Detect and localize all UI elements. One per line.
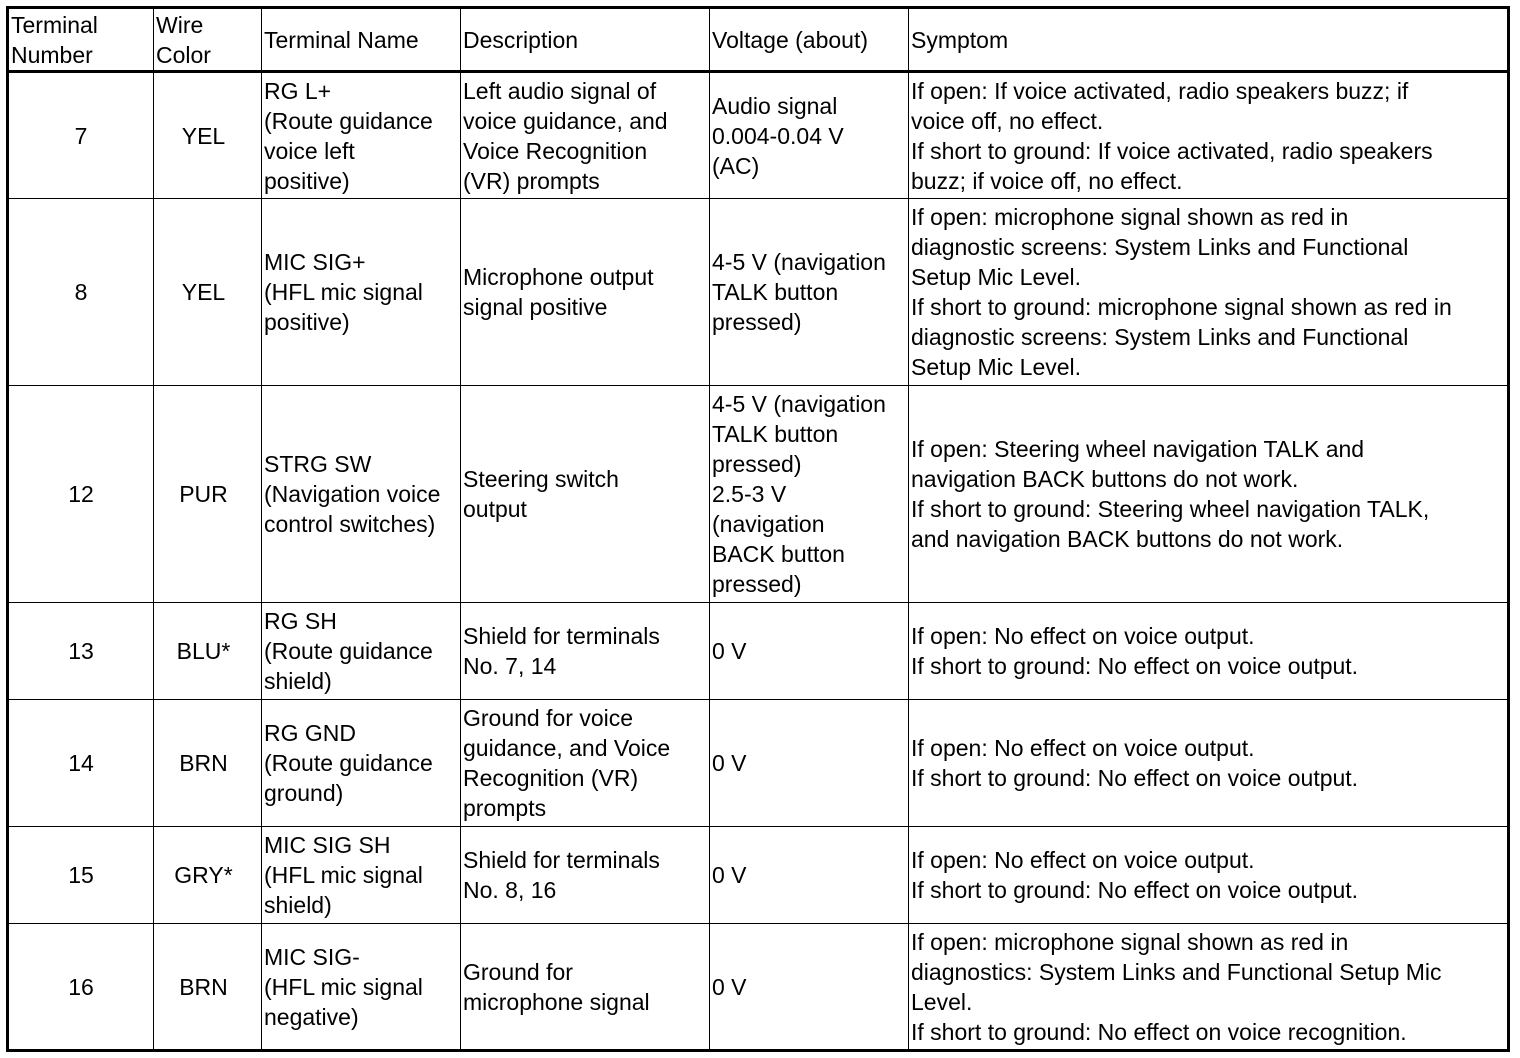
symptom-cell: If open: No effect on voice output. If short to ground: No effect on voice output. [909,827,1509,924]
terminal-number-cell: 7 [8,72,154,199]
symptom-cell: If open: No effect on voice output. If short to ground: No effect on voice output. [909,603,1509,700]
table-row [8,72,1509,199]
terminal-name-cell: RG SH (Route guidance shield) [262,603,461,700]
description-cell: Microphone output signal positive [461,199,710,386]
description-cell: Ground for voice guidance, and Voice Recognition (VR) prompts [461,700,710,827]
terminal-name-cell: RG GND (Route guidance ground) [262,700,461,827]
symptom-cell: If open: Steering wheel navigation TALK and navigation BACK buttons do not work. If short to ground: Steering wheel navigation TALK, and navigation BACK buttons do not work. [909,386,1509,603]
symptom-cell: If open: If voice activated, radio speakers buzz; if voice off, no effect. If short to ground: If voice activated, radio speakers buzz; if voice off, no effect. [909,72,1509,199]
terminal-name-cell: MIC SIG SH (HFL mic signal shield) [262,827,461,924]
wire-color-cell: PUR [154,386,262,603]
voltage-cell: 4-5 V (navigation TALK button pressed) 2.5-3 V (navigation BACK button pressed) [710,386,909,603]
description-cell: Ground for microphone signal [461,924,710,1051]
voltage-cell: 0 V [710,827,909,924]
table-row [8,603,1509,700]
terminal-name-cell: STRG SW (Navigation voice control switches) [262,386,461,603]
wire-color-cell: YEL [154,199,262,386]
wire-color-cell: BRN [154,700,262,827]
table-row [8,386,1509,603]
wire-color-cell: YEL [154,72,262,199]
symptom-cell: If open: microphone signal shown as red in diagnostic screens: System Links and Functional Setup Mic Level. If short to ground: microphone signal shown as red in diagnostic screens: System Links and Functional Setup Mic Level. [909,199,1509,386]
description-cell: Left audio signal of voice guidance, and Voice Recognition (VR) prompts [461,72,710,199]
description-cell: Shield for terminals No. 7, 14 [461,603,710,700]
table-row [8,199,1509,386]
description-cell: Shield for terminals No. 8, 16 [461,827,710,924]
table-row [8,700,1509,827]
terminal-name-cell: RG L+ (Route guidance voice left positive) [262,72,461,199]
terminal-name-cell: MIC SIG+ (HFL mic signal positive) [262,199,461,386]
symptom-cell: If open: microphone signal shown as red in diagnostics: System Links and Functional Setup Mic Level. If short to ground: No effect on voice recognition. [909,924,1509,1051]
terminal-number-cell: 16 [8,924,154,1051]
terminal-name-cell: MIC SIG- (HFL mic signal negative) [262,924,461,1051]
voltage-cell: 0 V [710,700,909,827]
voltage-cell: 0 V [710,603,909,700]
header-terminal-number: Terminal Number [8,8,154,72]
header-wire-color: Wire Color [154,8,262,72]
voltage-cell: 0 V [710,924,909,1051]
terminal-number-cell: 15 [8,827,154,924]
table-row [8,924,1509,1051]
header-terminal-name: Terminal Name [262,8,461,72]
header-description: Description [461,8,710,72]
voltage-cell: Audio signal 0.004-0.04 V (AC) [710,72,909,199]
terminal-number-cell: 12 [8,386,154,603]
voltage-cell: 4-5 V (navigation TALK button pressed) [710,199,909,386]
description-cell: Steering switch output [461,386,710,603]
header-row [8,8,1509,72]
terminal-table [6,6,1510,1052]
symptom-cell: If open: No effect on voice output. If short to ground: No effect on voice output. [909,700,1509,827]
terminal-number-cell: 14 [8,700,154,827]
table-row [8,827,1509,924]
terminal-number-cell: 13 [8,603,154,700]
wire-color-cell: GRY* [154,827,262,924]
terminal-number-cell: 8 [8,199,154,386]
header-voltage: Voltage (about) [710,8,909,72]
wire-color-cell: BRN [154,924,262,1051]
wire-color-cell: BLU* [154,603,262,700]
header-symptom: Symptom [909,8,1509,72]
